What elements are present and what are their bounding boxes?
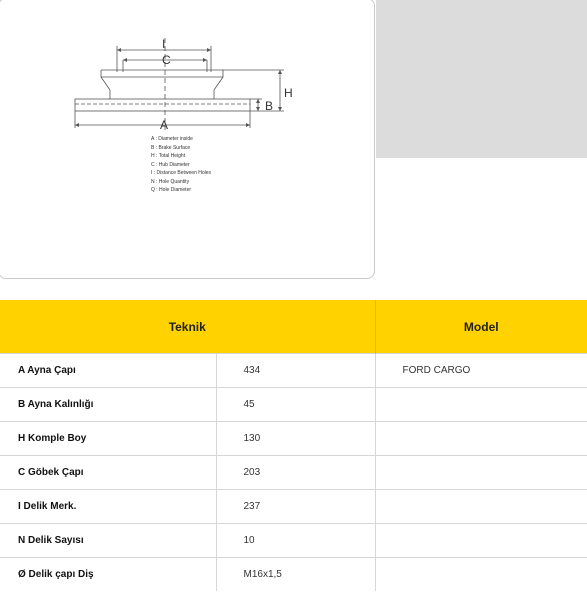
table-header-row [0,300,587,354]
table-row [0,388,587,422]
legend-item: H : Total Height [151,153,186,159]
dim-label-h: H [284,86,293,100]
row-value: M16x1,5 [216,558,375,592]
legend-item: Q : Hole Diameter [151,187,192,193]
row-model: FORD CARGO [375,354,587,388]
spec-table [0,300,587,591]
dim-label-i: I [162,37,166,51]
row-value: 45 [216,388,375,422]
row-label: B Ayna Kalınlığı [0,388,216,422]
row-label: A Ayna Çapı [0,354,216,388]
diagram-legend [151,135,211,195]
header-model: Model [375,300,587,354]
legend-item: N : Hole Quantity [151,178,190,185]
table-row [0,456,587,490]
row-label: C Göbek Çapı [0,456,216,490]
row-value: 237 [216,490,375,524]
row-model [375,388,587,422]
table-row [0,422,587,456]
table-row [0,558,587,592]
table-row [0,524,587,558]
legend-item: I : Distance Between Holes [151,170,212,176]
dim-label-b: B [265,99,274,113]
legend-item: A : Diameter inside [151,136,193,142]
dim-label-a: A [160,118,169,132]
row-label: H Komple Boy [0,422,216,456]
table-row [0,490,587,524]
row-label: I Delik Merk. [0,490,216,524]
legend-item: B : Brake Surface [151,144,191,151]
row-value: 434 [216,354,375,388]
row-model [375,490,587,524]
dim-label-c: C [162,53,171,67]
legend-item: C : Hub Diameter [151,161,190,168]
row-model [375,422,587,456]
row-label: N Delik Sayısı [0,524,216,558]
header-teknik: Teknik [0,300,375,354]
row-value: 203 [216,456,375,490]
row-value: 10 [216,524,375,558]
row-label: Ø Delik çapı Diş [0,558,216,592]
row-value: 130 [216,422,375,456]
row-model [375,558,587,592]
table-row [0,354,587,388]
image-placeholder-panel [376,0,587,158]
row-model [375,456,587,490]
row-model [375,524,587,558]
